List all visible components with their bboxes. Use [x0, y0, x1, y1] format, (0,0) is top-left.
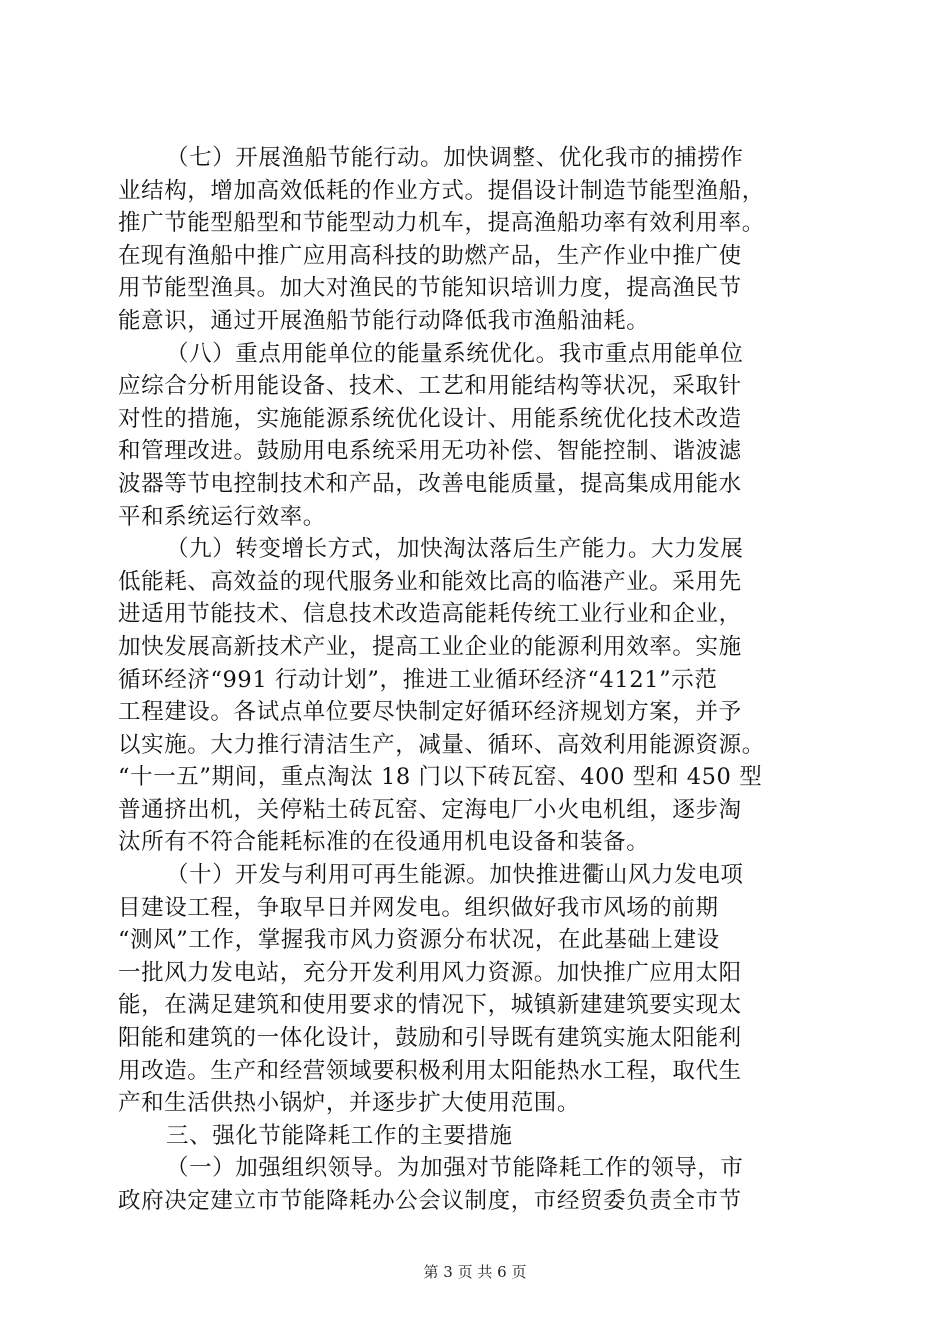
text-line: 低能耗、高效益的现代服务业和能效比高的临港产业。采用先: [118, 568, 742, 595]
text-line: 和管理改进。鼓励用电系统采用无功补偿、智能控制、谐波滤: [118, 438, 742, 465]
text-line: 产和生活供热小锅炉，并逐步扩大使用范围。: [118, 1090, 581, 1117]
text-line: （八）重点用能单位的能量系统优化。我市重点用能单位: [166, 340, 744, 367]
text-line: 以实施。大力推行清洁生产，减量、循环、高效利用能源资源。: [118, 731, 765, 758]
text-line: （一）加强组织领导。为加强对节能降耗工作的领导，市: [166, 1155, 744, 1182]
text-line: 应综合分析用能设备、技术、工艺和用能结构等状况，采取针: [118, 373, 742, 400]
text-line: （十）开发与利用可再生能源。加快推进衢山风力发电项: [166, 862, 744, 889]
text-line: 业结构，增加高效低耗的作业方式。提倡设计制造节能型渔船，: [118, 177, 765, 204]
text-line: 进适用节能技术、信息技术改造高能耗传统工业行业和企业，: [118, 601, 742, 628]
text-line: （七）开展渔船节能行动。加快调整、优化我市的捕捞作: [166, 145, 744, 171]
text-line: 一批风力发电站，充分开发利用风力资源。加快推广应用太阳: [118, 959, 742, 986]
page-footer: 第 3 页 共 6 页: [423, 1263, 527, 1281]
text-line: 用节能型渔具。加大对渔民的节能知识培训力度，提高渔民节: [118, 275, 742, 302]
text-line: “十一五”期间，重点淘汰 18 门以下砖瓦窑、400 型和 450 型: [118, 764, 763, 791]
text-line: 汰所有不符合能耗标准的在役通用机电设备和装备。: [118, 829, 650, 856]
text-line: 能意识，通过开展渔船节能行动降低我市渔船油耗。: [118, 307, 650, 334]
text-line: 推广节能型船型和节能型动力机车，提高渔船功率有效利用率。: [118, 210, 765, 237]
text-line: 能，在满足建筑和使用要求的情况下，城镇新建建筑要实现太: [118, 992, 742, 1019]
text-line: 目建设工程，争取早日并网发电。组织做好我市风场的前期: [118, 894, 719, 921]
document-body: [118, 142, 838, 1218]
text-line: 加快发展高新技术产业，提高工业企业的能源利用效率。实施: [118, 633, 742, 660]
text-line: “测风”工作，掌握我市风力资源分布状况，在此基础上建设: [118, 927, 720, 954]
text-line: 在现有渔船中推广应用高科技的助燃产品，生产作业中推广使: [118, 242, 742, 269]
text-line: 阳能和建筑的一体化设计，鼓励和引导既有建筑实施太阳能利: [118, 1025, 742, 1052]
text-line: 普通挤出机，关停粘土砖瓦窑、定海电厂小火电机组，逐步淘: [118, 796, 742, 823]
text-line: 对性的措施，实施能源系统优化设计、用能系统优化技术改造: [118, 405, 742, 432]
text-line: 循环经济“991 行动计划”，推进工业循环经济“4121”示范: [118, 666, 718, 693]
text-line: 工程建设。各试点单位要尽快制定好循环经济规划方案，并予: [118, 699, 742, 726]
text-line: 三、强化节能降耗工作的主要措施: [166, 1122, 513, 1149]
text-line: 用改造。生产和经营领域要积极利用太阳能热水工程，取代生: [118, 1057, 742, 1084]
text-line: 政府决定建立市节能降耗办公会议制度，市经贸委负责全市节: [118, 1188, 742, 1214]
text-line: 平和系统运行效率。: [118, 503, 326, 530]
text-line: （九）转变增长方式，加快淘汰落后生产能力。大力发展: [166, 536, 744, 563]
text-line: 波器等节电控制技术和产品，改善电能质量，提高集成用能水: [118, 470, 742, 497]
